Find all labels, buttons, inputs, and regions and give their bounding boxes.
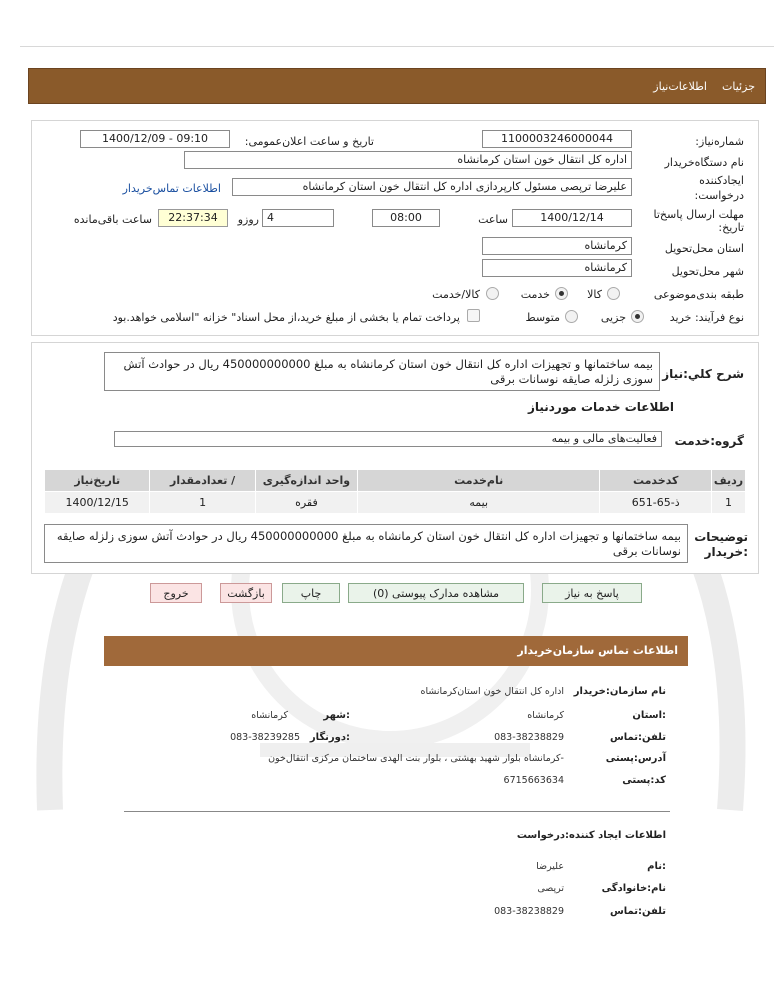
- province-label: استان محل‌تحویل: [664, 242, 744, 255]
- cell-unit: فقره: [255, 492, 357, 514]
- tab-details[interactable]: جزئیات: [722, 80, 755, 93]
- exit-button[interactable]: خروج: [150, 583, 202, 603]
- creator-family-label: نام:خانوادگی: [601, 883, 666, 894]
- table-row: [45, 492, 746, 514]
- process-radio-medium[interactable]: [565, 310, 578, 323]
- creator-info-title: اطلاعات ایجاد کننده:درخواست: [516, 830, 666, 841]
- need-number-field: 1100003246000044: [482, 130, 632, 148]
- contact-phone-value: 083-38238829: [494, 732, 564, 743]
- contact-postal-label: کد:پستی: [622, 775, 666, 786]
- buyer-org-field: اداره کل انتقال خون استان کرمانشاه: [184, 151, 632, 169]
- col-service-code: کدخدمت: [600, 470, 712, 492]
- creator-label: ایجادکننده: [699, 174, 744, 187]
- city-field: کرمانشاه: [482, 259, 632, 277]
- creator-phone-value: 083-38238829: [494, 906, 564, 917]
- contact-fax-label: :دورنگار: [309, 732, 350, 743]
- announce-field: 1400/12/09 - 09:10: [80, 130, 230, 148]
- contact-title: اطلاعات تماس سازمان‌خریدار: [517, 644, 678, 657]
- back-button[interactable]: بازگشت: [220, 583, 272, 603]
- tab-need-info[interactable]: اطلاعات‌نیاز: [653, 80, 707, 93]
- print-button[interactable]: چاپ: [282, 583, 340, 603]
- creator-field: علیرضا ترپصی مسئول کارپردازی اداره کل انتقال خون استان کرمانشاه: [232, 178, 632, 196]
- province-field: کرمانشاه: [482, 237, 632, 255]
- services-title: اطلاعات خدمات موردنیاز: [527, 400, 674, 414]
- cell-need-date: 1400/12/15: [45, 492, 150, 514]
- col-quantity: / تعدادمقدار: [150, 470, 255, 492]
- category-option-service: خدمت: [520, 288, 550, 301]
- creator-name-label: :نام: [647, 861, 666, 872]
- remaining-time-field: 22:37:34: [158, 209, 228, 227]
- contact-phone-label: تلفن:تماس: [609, 732, 666, 743]
- buyer-contact-link[interactable]: اطلاعات تماس‌خریدار: [122, 182, 221, 195]
- contact-address-label: آدرس:پستی: [605, 753, 666, 764]
- contact-address-value: -کرمانشاه بلوار شهید بهشتی ، بلوار بنت الهدی ساختمان مرکزی انتقال‌خون: [268, 753, 564, 764]
- top-divider: [20, 46, 774, 47]
- creator-label-2: درخواست:: [694, 189, 744, 202]
- contact-fax-value: 083-38239285: [230, 732, 300, 743]
- contact-header: [104, 636, 688, 666]
- remaining-label: ساعت باقی‌مانده: [73, 213, 152, 226]
- services-table: [44, 469, 746, 514]
- creator-name-value: علیرضا: [536, 861, 564, 872]
- service-group-field: فعالیت‌های مالی و بیمه: [114, 431, 662, 447]
- cell-service-name: بیمه: [358, 492, 600, 514]
- contact-postal-value: 6715663634: [503, 775, 564, 786]
- payment-note: پرداخت تمام یا بخشی از مبلغ خرید،از محل اسناد" خزانه "اسلامی خواهد.بود: [112, 311, 460, 324]
- summary-box: بیمه ساختمانها و تجهیزات اداره کل انتقال خون استان کرمانشاه به مبلغ 450000000000 ریال در حوادث آتش سوزی زلزله صایقه نوسانات برقی: [104, 352, 660, 391]
- col-unit: واحد اندازه‌گیری: [255, 470, 357, 492]
- category-option-goods: کالا: [587, 288, 602, 301]
- contact-province-value: کرمانشاه: [527, 710, 564, 721]
- category-radio-goods-service[interactable]: [486, 287, 499, 300]
- category-radio-goods[interactable]: [607, 287, 620, 300]
- buyer-notes-label-2: :خریدار: [704, 545, 748, 559]
- days-label: روزو: [237, 213, 259, 226]
- payment-checkbox[interactable]: [467, 309, 480, 322]
- cell-quantity: 1: [150, 492, 255, 514]
- attachments-button[interactable]: مشاهده مدارک پیوستی (0): [348, 583, 524, 603]
- col-need-date: تاریخ‌نیاز: [45, 470, 150, 492]
- deadline-label: مهلت ارسال پاسخ‌تا: [653, 208, 744, 221]
- deadline-label-2: تاریخ:: [718, 221, 744, 234]
- buyer-org-label: نام دستگاه‌خریدار: [664, 156, 744, 169]
- deadline-date-field: 1400/12/14: [512, 209, 632, 227]
- days-field: 4: [262, 209, 334, 227]
- creator-phone-label: تلفن:تماس: [609, 906, 666, 917]
- contact-divider: [124, 811, 670, 812]
- col-row-number: ردیف: [712, 470, 746, 492]
- deadline-time-field: 08:00: [372, 209, 440, 227]
- buyer-notes-label: توضیحات: [694, 530, 748, 544]
- category-radio-service[interactable]: [555, 287, 568, 300]
- need-number-label: شماره‌نیاز:: [695, 135, 744, 148]
- contact-org-label: نام سازمان:خریدار: [573, 686, 666, 697]
- announce-label: تاریخ و ساعت اعلان‌عمومی:: [244, 135, 374, 148]
- category-option-goods-service: کالا/خدمت: [432, 288, 480, 301]
- contact-city-value: کرمانشاه: [251, 710, 288, 721]
- cell-service-code: ذ-65-651: [600, 492, 712, 514]
- contact-city-label: :شهر: [323, 710, 350, 721]
- title-bar: [28, 68, 766, 104]
- contact-province-label: :استان: [632, 710, 666, 721]
- category-label: طبقه بندی‌موضوعی: [653, 288, 744, 301]
- summary-label: شرح کلي:نیاز: [662, 367, 744, 381]
- reply-button[interactable]: پاسخ به نیاز: [542, 583, 642, 603]
- service-group-label: گروه:خدمت: [674, 434, 744, 448]
- time-label: ساعت: [478, 213, 508, 226]
- creator-family-value: ترپصی: [537, 883, 564, 894]
- process-option-minor: جزیی: [600, 311, 626, 324]
- process-label: نوع فرآیند: خرید: [669, 311, 744, 324]
- city-label: شهر محل‌تحویل: [671, 265, 744, 278]
- col-service-name: نام‌خدمت: [358, 470, 600, 492]
- process-option-medium: متوسط: [525, 311, 560, 324]
- buyer-notes-box: بیمه ساختمانها و تجهیزات اداره کل انتقال خون استان کرمانشاه به مبلغ 450000000000 ریال در حوادث آتش سوزی زلزله صایقه نوسانات برقی: [44, 524, 688, 563]
- process-radio-minor[interactable]: [631, 310, 644, 323]
- contact-org-value: اداره کل انتقال خون استان‌کرمانشاه: [420, 686, 564, 697]
- cell-row-number: 1: [712, 492, 746, 514]
